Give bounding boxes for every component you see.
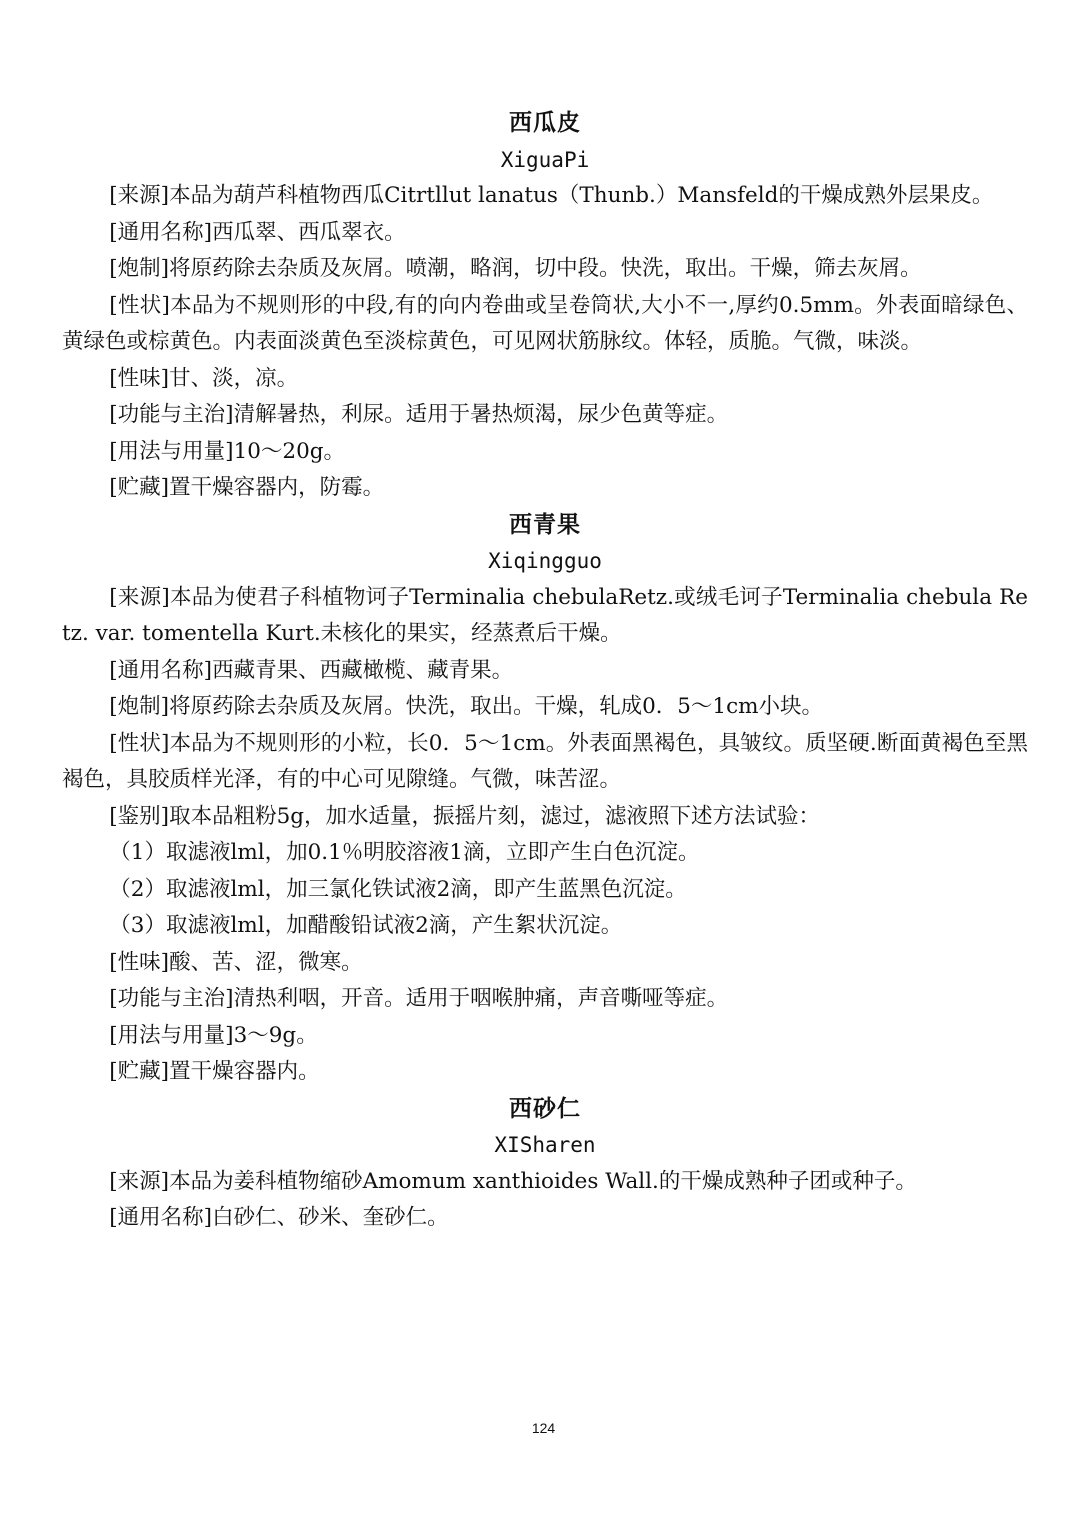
entry-xiqingguo	[62, 507, 1028, 1091]
paragraph-function: [功能与主治]清热利咽，开音。适用于咽喉肿痛，声音嘶哑等症。	[109, 986, 729, 1011]
paragraph-processing: [炮制]将原药除去杂质及灰屑。快洗，取出。干燥，轧成0．5～1cm小块。	[109, 694, 824, 719]
paragraph-test-2: （2）取滤液lml，加三氯化铁试液2滴，即产生蓝黑色沉淀。	[109, 876, 687, 902]
entry-title: 西瓜皮	[509, 109, 581, 136]
paragraph-common-name: [通用名称]西瓜翠、西瓜翠衣。	[109, 219, 406, 245]
paragraph-characteristics: [性状]本品为不规则形的小粒，长0．5～1cm。外表面黑褐色，具皱纹。质坚硬.断面黄褐色至黑褐色，具胶质样光泽，有的中心可见隙缝。气微，味苦涩。	[62, 730, 1028, 792]
paragraph-taste: [性味]甘、淡，凉。	[109, 365, 299, 391]
entry-pinyin: Xiqingguo	[488, 549, 602, 573]
paragraph-dosage: [用法与用量]3～9g。	[109, 1022, 318, 1048]
entry-pinyin: XISharen	[494, 1133, 596, 1157]
entry-title: 西青果	[509, 510, 581, 538]
page-number: 124	[531, 1420, 556, 1436]
paragraph-storage: [贮藏]置干燥容器内，防霉。	[109, 475, 385, 500]
entry-xisharen	[62, 1091, 1028, 1237]
paragraph-dosage: [用法与用量]10～20g。	[109, 438, 346, 464]
entry-pinyin: XiguaPi	[500, 147, 590, 172]
paragraph-taste: [性味]酸、苦、涩，微寒。	[109, 949, 363, 975]
paragraph-source: [来源]本品为使君子科植物诃子Terminalia chebulaRetz.或绒毛诃子Terminalia chebula Retz. var. tomentella Kurt.未核化的果实，经蒸煮后干燥。	[62, 584, 1028, 646]
paragraph-characteristics: [性状]本品为不规则形的中段,有的向内卷曲或呈卷筒状,大小不一,厚约0.5mm。外表面暗绿色、黄绿色或棕黄色。内表面淡黄色至淡棕黄色，可见网状筋脉纹。体轻，质脆。气微，味淡。	[62, 292, 1028, 354]
paragraph-test-1: （1）取滤液lml，加0.1％明胶溶液1滴，立即产生白色沉淀。	[109, 840, 700, 865]
entry-xiguapi	[62, 105, 1028, 507]
document-body	[62, 105, 1028, 1237]
paragraph-source: [来源]本品为姜科植物缩砂Amomum xanthioides Wall.的干燥成熟种子团或种子。	[109, 1168, 917, 1194]
paragraph-storage: [贮藏]置干燥容器内。	[109, 1059, 320, 1084]
entry-title: 西砂仁	[509, 1094, 581, 1122]
paragraph-test-3: （3）取滤液lml，加醋酸铅试液2滴，产生絮状沉淀。	[109, 913, 623, 938]
paragraph-common-name: [通用名称]西藏青果、西藏橄榄、藏青果。	[109, 657, 514, 683]
paragraph-source: [来源]本品为葫芦科植物西瓜Citrtllut lanatus（Thunb.）Mansfeld的干燥成熟外层果皮。	[109, 183, 994, 208]
paragraph-identification: [鉴别]取本品粗粉5g，加水适量，振摇片刻，滤过，滤液照下述方法试验：	[109, 803, 821, 829]
paragraph-common-name: [通用名称]白砂仁、砂米、奎砂仁。	[109, 1205, 449, 1230]
paragraph-function: [功能与主治]清解暑热，利尿。适用于暑热烦渴，尿少色黄等症。	[109, 402, 729, 427]
paragraph-processing: [炮制]将原药除去杂质及灰屑。喷潮，略润，切中段。快洗，取出。干燥，筛去灰屑。	[109, 256, 922, 281]
